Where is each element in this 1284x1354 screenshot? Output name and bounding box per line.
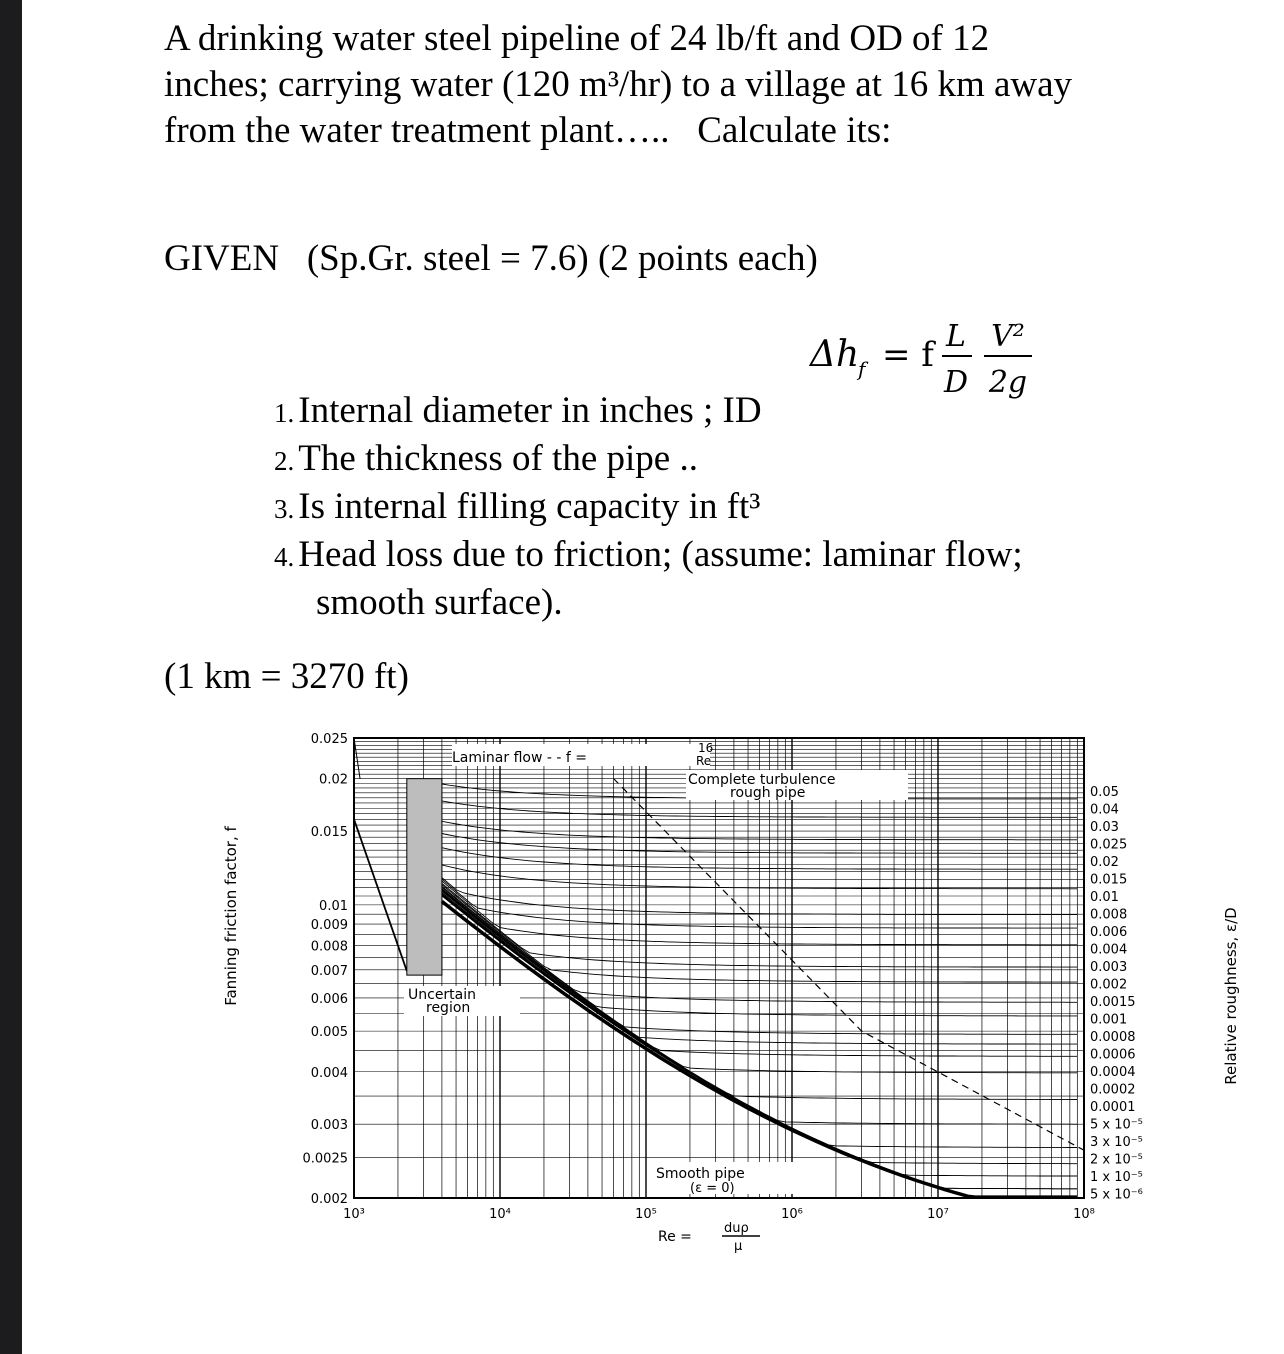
roughness-label: 0.006: [1090, 925, 1128, 940]
question-line-3: from the water treatment plant….. Calculate its:: [164, 110, 892, 151]
roughness-label: 5 x 10⁻⁶: [1090, 1187, 1143, 1203]
y-tick-label: 0.007: [310, 963, 348, 979]
re-num: duρ: [724, 1221, 749, 1236]
rough-pipe-label: rough pipe: [730, 785, 806, 801]
roughness-label: 0.025: [1090, 837, 1128, 853]
roughness-label: 0.01: [1090, 890, 1119, 905]
x-tick-label: 10⁴: [489, 1207, 511, 1222]
x-tick-label: 10⁶: [781, 1207, 803, 1222]
x-tick-label: 10⁸: [1073, 1207, 1095, 1222]
x-tick-labels: [343, 1207, 1095, 1222]
given-line: GIVEN (Sp.Gr. steel = 7.6) (2 points each): [164, 238, 818, 279]
turbulence-annotation: [686, 770, 908, 801]
roughness-label: 3 x 10⁻⁵: [1090, 1135, 1143, 1150]
roughness-label: 0.0002: [1090, 1082, 1136, 1098]
region-label: region: [426, 1000, 471, 1016]
roughness-label: 0.03: [1090, 820, 1119, 835]
y-tick-label: 0.004: [310, 1065, 348, 1081]
moody-chart: [212, 726, 1262, 1326]
formula-num-2: V²: [991, 319, 1025, 354]
reynolds-label: [658, 1221, 760, 1254]
document-page: [22, 0, 1284, 1354]
task-item-1: 1. Internal diameter in inches ; ID: [274, 390, 762, 431]
laminar-den: Re: [696, 754, 712, 768]
y-tick-label: 0.005: [310, 1025, 348, 1041]
plot-frame: [354, 738, 1084, 1198]
formula-lhs-sub: f: [858, 357, 866, 381]
y-tick-label: 0.002: [310, 1192, 348, 1207]
question-line-1: A drinking water steel pipeline of 24 lb/ft and OD of 12: [164, 18, 990, 59]
roughness-label: 5 x 10⁻⁵: [1090, 1117, 1143, 1133]
y-tick-label: 0.02: [319, 772, 348, 788]
roughness-label: 0.0008: [1090, 1030, 1136, 1045]
formula-eq: = f: [882, 335, 934, 375]
re-label: Re =: [658, 1229, 692, 1245]
y-tick-label: 0.0025: [302, 1151, 348, 1167]
re-den: μ: [734, 1239, 743, 1254]
roughness-label: 1 x 10⁻⁵: [1090, 1170, 1143, 1185]
roughness-label: 0.015: [1090, 872, 1128, 888]
roughness-label: 0.0004: [1090, 1065, 1136, 1080]
laminar-label: Laminar flow - - f =: [452, 750, 587, 766]
roughness-label: 0.04: [1090, 802, 1119, 818]
roughness-label: 0.0006: [1090, 1047, 1136, 1063]
formula-lhs: Δh: [810, 334, 860, 375]
roughness-label: 0.02: [1090, 855, 1119, 870]
y-axis-label: Fanning friction factor, f: [222, 826, 240, 1006]
unit-conversion: (1 km = 3270 ft): [164, 656, 409, 697]
roughness-label: 0.0001: [1090, 1100, 1136, 1115]
laminar-annotation: [452, 741, 713, 768]
question-line-2: inches; carrying water (120 m³/hr) to a village at 16 km away: [164, 64, 1073, 105]
formula-den-2: 2g: [988, 365, 1028, 400]
uncertain-annotation: [404, 986, 520, 1016]
y-tick-labels: [303, 732, 349, 1207]
roughness-labels: [1090, 785, 1143, 1203]
formula-num-1: L: [946, 319, 966, 354]
task-item-3: 3. Is internal filling capacity in ft³: [274, 486, 761, 527]
roughness-label: 0.004: [1090, 942, 1128, 958]
task-item-4-continuation: smooth surface).: [316, 582, 563, 623]
smooth-pipe-label: Smooth pipe: [656, 1166, 745, 1182]
roughness-label: 0.05: [1090, 785, 1119, 800]
chart-grid: [354, 738, 1084, 1198]
smooth-annotation: [652, 1162, 794, 1196]
uncertain-region: [407, 779, 442, 975]
turbulence-label: Complete turbulence: [688, 772, 836, 788]
laminar-line: [354, 819, 407, 971]
y-tick-label: 0.003: [310, 1118, 348, 1134]
y-tick-label: 0.009: [310, 918, 348, 934]
roughness-label: 0.003: [1090, 960, 1128, 975]
y-tick-label: 0.008: [310, 939, 348, 955]
laminar-num: 16: [698, 741, 714, 755]
y-tick-label: 0.006: [310, 991, 348, 1007]
y-tick-label: 0.01: [319, 898, 348, 914]
question-text: [164, 16, 1164, 154]
roughness-label: 0.008: [1090, 907, 1128, 923]
roughness-label: 0.002: [1090, 977, 1128, 993]
roughness-label: 2 x 10⁻⁵: [1090, 1152, 1143, 1168]
x-tick-label: 10³: [343, 1207, 365, 1222]
x-tick-label: 10⁷: [927, 1207, 949, 1222]
right-axis-label: Relative roughness, ε/D: [1222, 907, 1240, 1085]
smooth-epsilon-label: (ε = 0): [690, 1181, 735, 1196]
y-tick-label: 0.015: [310, 825, 348, 841]
roughness-label: 0.001: [1090, 1012, 1128, 1028]
task-list: [274, 388, 1094, 625]
chart-curves: [354, 738, 1084, 1197]
formula-den-1: D: [943, 365, 969, 400]
task-item-4: 4. Head loss due to friction; (assume: laminar flow; smooth surface).: [274, 532, 1094, 625]
task-item-2: 2. The thickness of the pipe ..: [274, 438, 698, 479]
y-tick-label: 0.025: [310, 732, 348, 747]
x-tick-label: 10⁵: [635, 1207, 657, 1222]
roughness-label: 0.0015: [1090, 995, 1136, 1010]
uncertain-label: Uncertain: [408, 987, 477, 1003]
